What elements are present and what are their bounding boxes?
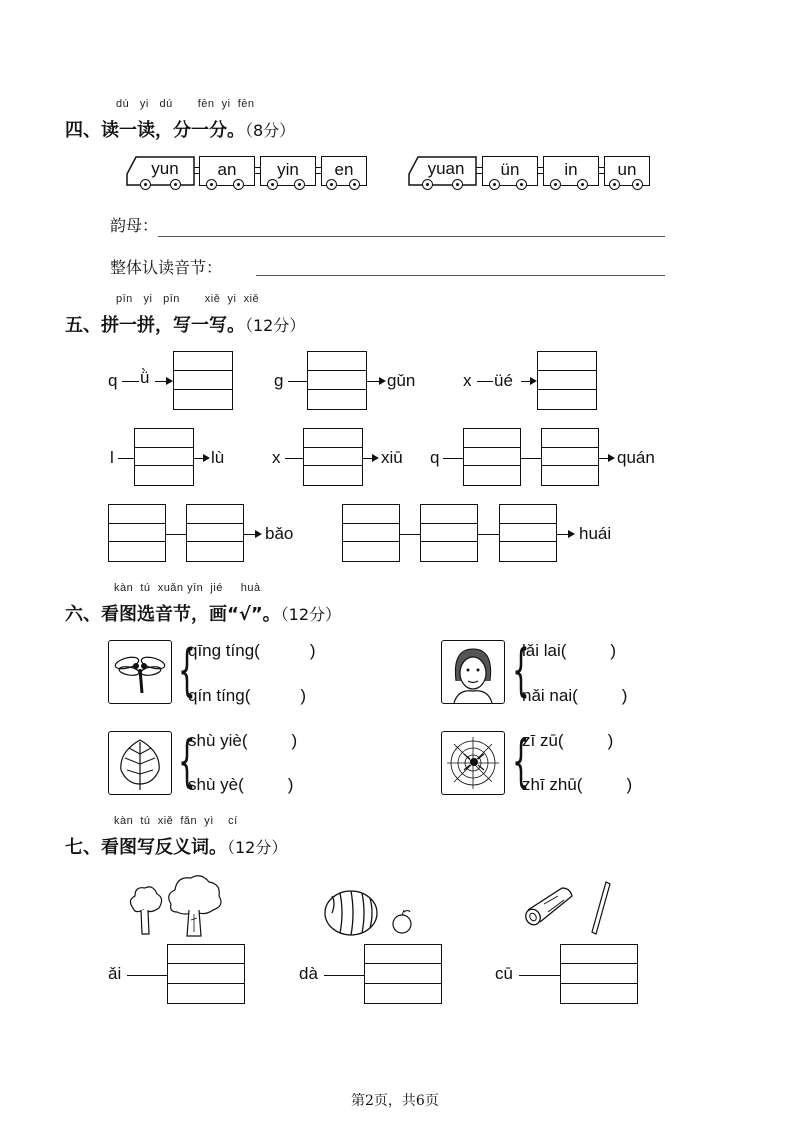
pinyin-word: kàn bbox=[114, 582, 134, 594]
pinyin-word: xiě bbox=[243, 293, 260, 305]
paren-close: ) bbox=[607, 731, 614, 750]
writing-box[interactable] bbox=[463, 428, 521, 486]
pinyin-word: tú bbox=[140, 815, 151, 827]
brace: { bbox=[512, 638, 530, 703]
initial-x: x bbox=[463, 371, 472, 390]
final-text: üé bbox=[494, 371, 513, 390]
arrow-icon bbox=[203, 454, 210, 462]
brace: { bbox=[512, 729, 530, 794]
option-2[interactable] bbox=[188, 775, 293, 795]
writing-box[interactable] bbox=[541, 428, 599, 486]
wheel-icon bbox=[326, 179, 337, 190]
connector-line bbox=[166, 534, 186, 535]
pinyin-word: jié bbox=[210, 582, 223, 594]
train-car-label: yuan bbox=[427, 159, 465, 178]
initial-g: g bbox=[274, 371, 284, 390]
writing-box[interactable] bbox=[108, 504, 166, 562]
pinyin-word: yi bbox=[227, 293, 237, 305]
wheel-icon bbox=[452, 179, 463, 190]
dragonfly-icon bbox=[109, 641, 171, 703]
option-2[interactable] bbox=[522, 686, 627, 706]
wheel-icon bbox=[267, 179, 278, 190]
pinyin-word: pīn bbox=[116, 293, 133, 305]
paren-close: ) bbox=[291, 731, 298, 750]
result-text: gǔn bbox=[387, 371, 416, 390]
option-text: nǎi nai( bbox=[522, 686, 578, 705]
antonym-word: ǎi bbox=[108, 964, 122, 983]
train-2 bbox=[408, 156, 648, 196]
spider-icon bbox=[442, 732, 504, 794]
pinyin-word: xuǎn bbox=[157, 582, 184, 594]
writing-box[interactable] bbox=[560, 944, 638, 1004]
connector-line bbox=[127, 975, 167, 976]
wheel-icon bbox=[609, 179, 620, 190]
paren-close: ) bbox=[621, 686, 628, 705]
section-title-text: 七、看图写反义词。 bbox=[65, 837, 227, 858]
finals-answer-line[interactable] bbox=[158, 236, 665, 237]
wheel-icon bbox=[516, 179, 527, 190]
arrow-icon bbox=[530, 377, 537, 385]
paren-close: ) bbox=[610, 641, 617, 660]
writing-box[interactable] bbox=[537, 351, 597, 410]
train-car-label: un bbox=[617, 160, 637, 179]
initial-q: q bbox=[108, 371, 118, 390]
section5-pinyin bbox=[116, 293, 259, 305]
writing-box[interactable] bbox=[364, 944, 442, 1004]
wheel-icon bbox=[170, 179, 181, 190]
pinyin-word: dú bbox=[159, 98, 173, 110]
connector-line bbox=[443, 458, 463, 459]
option-1[interactable] bbox=[522, 731, 613, 751]
antonym-word: dà bbox=[299, 964, 318, 983]
writing-box[interactable] bbox=[134, 428, 194, 486]
arrow-icon bbox=[255, 530, 262, 538]
result-text: huái bbox=[579, 524, 612, 543]
connector-line bbox=[118, 458, 134, 459]
paren-close: ) bbox=[287, 775, 294, 794]
train-car-label: ün bbox=[500, 160, 520, 179]
wheel-icon bbox=[422, 179, 433, 190]
writing-box[interactable] bbox=[167, 944, 245, 1004]
pinyin-word: xiě bbox=[157, 815, 174, 827]
pinyin-word: fǎn bbox=[180, 815, 198, 827]
pinyin-word: cí bbox=[228, 815, 238, 827]
writing-box[interactable] bbox=[186, 504, 244, 562]
wheel-icon bbox=[550, 179, 561, 190]
score-text: （12分） bbox=[227, 838, 288, 857]
section6-title bbox=[65, 600, 341, 626]
train-car-label: in bbox=[564, 160, 578, 179]
connector-line bbox=[122, 381, 139, 382]
writing-box[interactable] bbox=[303, 428, 363, 486]
brace: { bbox=[178, 729, 196, 794]
section7-pinyin bbox=[114, 815, 238, 827]
wheel-icon bbox=[294, 179, 305, 190]
wheel-icon bbox=[489, 179, 500, 190]
option-1[interactable] bbox=[188, 731, 297, 751]
pinyin-word: yīn bbox=[187, 582, 204, 594]
writing-box[interactable] bbox=[420, 504, 478, 562]
option-text: zī zū( bbox=[522, 731, 564, 750]
arrow-icon bbox=[568, 530, 575, 538]
dragonfly-picture bbox=[108, 640, 172, 704]
option-text: qīng tíng( bbox=[188, 641, 260, 660]
score-text: （12分） bbox=[280, 605, 342, 624]
arrow-icon bbox=[166, 377, 173, 385]
train-1 bbox=[126, 156, 366, 196]
section-title-text: 六、看图选音节，画“√”。 bbox=[65, 604, 281, 625]
connector-line bbox=[285, 458, 303, 459]
final-text: ǜ bbox=[140, 368, 150, 387]
paren-close: ) bbox=[300, 686, 307, 705]
section5-title bbox=[65, 311, 305, 337]
watermelon-apple-icon bbox=[322, 888, 422, 938]
section-title-text: 五、拼一拼，写一写。 bbox=[65, 315, 245, 336]
connector-line bbox=[478, 534, 499, 535]
writing-box[interactable] bbox=[173, 351, 233, 410]
trees-icon bbox=[125, 870, 225, 940]
writing-box[interactable] bbox=[499, 504, 557, 562]
brace: { bbox=[178, 638, 196, 703]
option-text: qín tíng( bbox=[188, 686, 251, 705]
wheel-icon bbox=[140, 179, 151, 190]
arrow-icon bbox=[608, 454, 615, 462]
leaf-icon bbox=[109, 732, 171, 794]
connector-line bbox=[477, 381, 493, 382]
initial-x: x bbox=[272, 448, 281, 467]
initial-q: q bbox=[430, 448, 440, 467]
result-text: bǎo bbox=[265, 524, 294, 543]
pinyin-word: tú bbox=[140, 582, 151, 594]
connector-line bbox=[521, 458, 541, 459]
section6-pinyin bbox=[114, 582, 261, 594]
score-text: （8分） bbox=[245, 121, 296, 140]
writing-box[interactable] bbox=[342, 504, 400, 562]
wheel-icon bbox=[632, 179, 643, 190]
result-text: xiū bbox=[381, 448, 403, 467]
pinyin-word: yi bbox=[143, 293, 153, 305]
writing-box[interactable] bbox=[307, 351, 367, 410]
option-2[interactable] bbox=[522, 775, 632, 795]
option-text: lǎi lai( bbox=[522, 641, 567, 660]
paren-close: ) bbox=[626, 775, 633, 794]
paren-close: ) bbox=[309, 641, 316, 660]
train-car-label: yin bbox=[277, 160, 299, 179]
spider-picture bbox=[441, 731, 505, 795]
pinyin-word: pīn bbox=[163, 293, 180, 305]
arrow-icon bbox=[379, 377, 386, 385]
option-1[interactable] bbox=[188, 641, 316, 661]
option-1[interactable] bbox=[522, 641, 616, 661]
antonym-word: cū bbox=[495, 964, 513, 983]
option-2[interactable] bbox=[188, 686, 306, 706]
pinyin-word: kàn bbox=[114, 815, 134, 827]
pinyin-word: xiě bbox=[204, 293, 221, 305]
connector-line bbox=[519, 975, 560, 976]
initial-l: l bbox=[110, 448, 114, 467]
option-text: zhī zhū( bbox=[522, 775, 583, 794]
connector-line bbox=[324, 975, 364, 976]
pinyin-word: yì bbox=[204, 815, 214, 827]
wheel-icon bbox=[349, 179, 360, 190]
pinyin-word: huà bbox=[240, 582, 261, 594]
pinyin-word: yi bbox=[221, 98, 231, 110]
wheel-icon bbox=[577, 179, 588, 190]
pinyin-word: yi bbox=[139, 98, 149, 110]
arrow-icon bbox=[372, 454, 379, 462]
section-title-text: 四、读一读，分一分。 bbox=[65, 120, 245, 141]
option-text: shù yè( bbox=[188, 775, 244, 794]
section4-title bbox=[65, 116, 295, 142]
leaf-picture bbox=[108, 731, 172, 795]
train-car-label: en bbox=[334, 160, 354, 179]
pinyin-word: fēn bbox=[197, 98, 215, 110]
train-car-label: an bbox=[217, 160, 237, 179]
section4-pinyin bbox=[116, 98, 255, 110]
train-car-label: yun bbox=[151, 159, 179, 178]
log-stick-icon bbox=[520, 880, 620, 936]
pinyin-word: fēn bbox=[237, 98, 255, 110]
grandma-picture bbox=[441, 640, 505, 704]
section7-title bbox=[65, 833, 287, 859]
connector-line bbox=[400, 534, 420, 535]
result-text: lù bbox=[211, 448, 225, 467]
wheel-icon bbox=[233, 179, 244, 190]
connector-line bbox=[288, 381, 307, 382]
wheel-icon bbox=[206, 179, 217, 190]
option-text: shù yiè( bbox=[188, 731, 248, 750]
finals-label: 韵母： bbox=[110, 216, 159, 235]
grandma-icon bbox=[442, 641, 504, 703]
whole-syllable-answer-line[interactable] bbox=[256, 275, 665, 276]
score-text: （12分） bbox=[245, 316, 306, 335]
result-text: quán bbox=[617, 448, 655, 467]
page-footer: 第2页，共6页 bbox=[351, 1093, 439, 1109]
whole-syllable-label: 整体认读音节： bbox=[110, 258, 223, 277]
pinyin-word: dú bbox=[116, 98, 130, 110]
